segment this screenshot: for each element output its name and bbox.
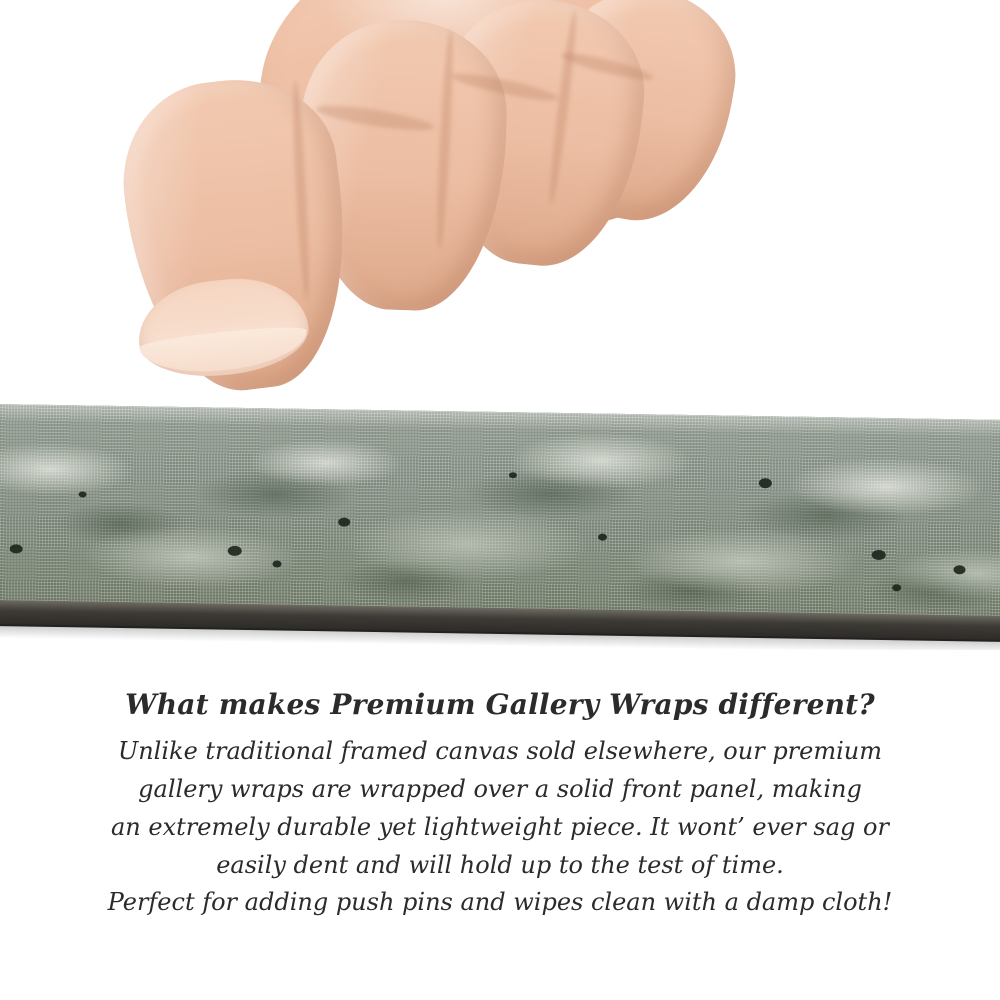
texture-speck (509, 472, 517, 478)
caption-line: Perfect for adding push pins and wipes clean with a damp cloth! (107, 888, 893, 917)
caption-line: gallery wraps are wrapped over a solid front panel, making (138, 774, 862, 803)
caption-heading: What makes Premium Gallery Wraps different? (125, 688, 875, 721)
texture-speck (228, 546, 242, 556)
texture-speck (892, 584, 901, 591)
hand-illustration (110, 0, 710, 430)
texture-speck (872, 550, 886, 560)
texture-speck (10, 544, 23, 553)
gallery-wrap-edge (0, 404, 1000, 650)
caption-body (0, 733, 1000, 923)
texture-speck (79, 491, 87, 497)
caption-line: an extremely durable yet lightweight piece. It wont’ ever sag or (111, 812, 889, 841)
texture-speck (272, 560, 281, 567)
canvas-face-texture (0, 404, 1000, 634)
texture-speck (598, 534, 607, 541)
texture-speck (953, 565, 965, 574)
caption-line: Unlike traditional framed canvas sold elsewhere, our premium (117, 736, 882, 765)
caption-line: easily dent and will hold up to the test of time. (216, 850, 784, 879)
caption-block (0, 690, 1000, 922)
texture-speck (338, 517, 350, 526)
texture-speck (759, 478, 772, 488)
